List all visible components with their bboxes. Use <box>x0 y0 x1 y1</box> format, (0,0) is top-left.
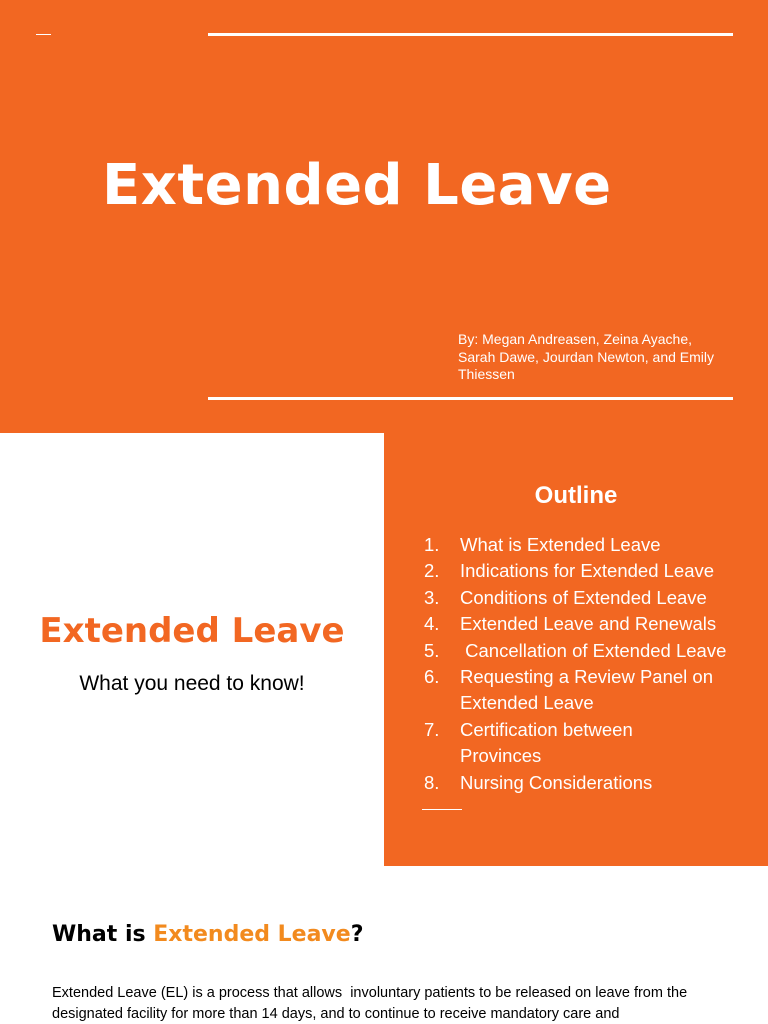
outline-item-number: 6. <box>424 666 440 688</box>
outline-item <box>424 532 764 558</box>
outline-divider <box>422 809 462 810</box>
bottom-divider <box>208 397 733 400</box>
outline-item-text: Conditions of Extended Leave <box>460 586 707 608</box>
slide-title: Extended Leave <box>102 153 612 218</box>
outline-item-number: 1. <box>424 534 440 555</box>
definition-body: Extended Leave (EL) is a process that allows involuntary patients to be released on leave from the designated facility for more than 14 days, and to continue to receive mandatory care and <box>52 985 692 1022</box>
outline-item-text: Certification between Provinces <box>460 718 633 767</box>
outline-heading: Outline <box>534 482 618 509</box>
outline-item <box>424 611 764 637</box>
outline-item-number: 2. <box>424 560 440 582</box>
outline-item-text: Cancellation of Extended Leave <box>460 639 727 661</box>
outline-item-number: 8. <box>424 771 440 793</box>
outline-item-number: 7. <box>424 718 440 740</box>
intro-title: Extended Leave <box>39 611 345 651</box>
heading-accent: Extended Leave <box>153 922 351 947</box>
outline-panel <box>384 433 768 866</box>
intro-panel <box>0 433 384 866</box>
outline-item <box>424 558 764 584</box>
outline-item <box>424 585 764 611</box>
outline-item <box>424 770 764 796</box>
authors-text: By: Megan Andreasen, Zeina Ayache, Sarah Dawe, Jourdan Newton, and Emily Thiessen <box>458 331 715 382</box>
outline-slide <box>0 433 768 866</box>
intro-subtitle: What you need to know! <box>79 672 305 695</box>
heading-prefix: What is <box>52 922 154 947</box>
title-slide <box>0 0 768 433</box>
outline-item <box>424 638 764 664</box>
outline-item-number: 3. <box>424 586 440 608</box>
outline-item-text: Indications for Extended Leave <box>460 560 715 582</box>
outline-item-text: Requesting a Review Panel on Extended Leave <box>460 666 713 714</box>
outline-list <box>424 532 764 796</box>
heading-suffix: ? <box>350 922 364 947</box>
outline-item-text: What is Extended Leave <box>460 534 661 555</box>
top-divider <box>208 33 733 36</box>
outline-item <box>424 664 764 717</box>
outline-item-number: 4. <box>424 613 440 635</box>
outline-item <box>424 717 764 770</box>
outline-item-text: Nursing Considerations <box>460 771 653 793</box>
definition-heading <box>52 919 363 951</box>
definition-slide <box>0 866 768 1024</box>
outline-item-number: 5. <box>424 639 440 661</box>
decorative-tick <box>36 34 51 35</box>
outline-item-text: Extended Leave and Renewals <box>460 613 717 635</box>
